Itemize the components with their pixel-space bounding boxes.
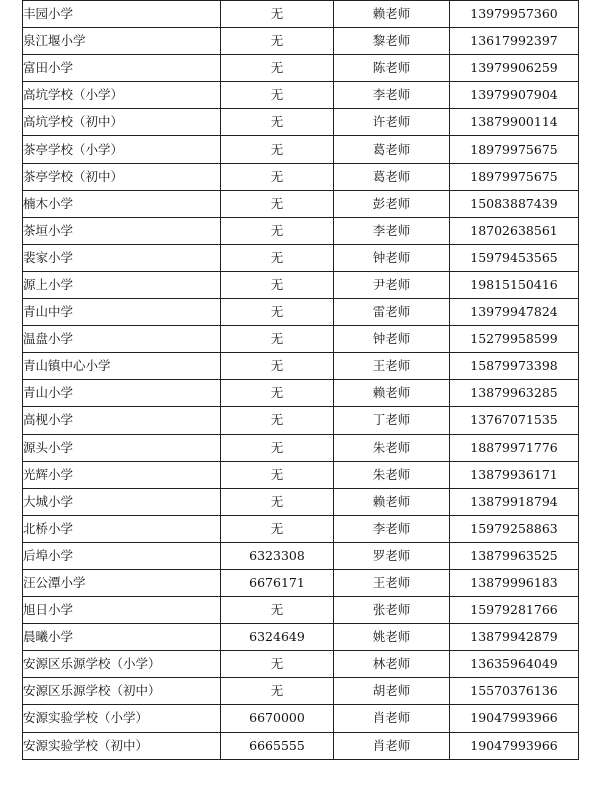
mobile-number-cell: 13879963525 xyxy=(450,542,579,569)
mobile-number-cell: 13879936171 xyxy=(450,461,579,488)
office-phone-cell: 无 xyxy=(221,55,334,82)
office-phone-cell: 无 xyxy=(221,1,334,28)
table-row xyxy=(23,163,579,190)
office-phone-cell: 6670000 xyxy=(221,705,334,732)
contact-teacher-cell: 李老师 xyxy=(334,82,450,109)
table-row xyxy=(23,217,579,244)
office-phone-cell: 无 xyxy=(221,326,334,353)
table-row xyxy=(23,82,579,109)
contact-teacher-cell: 罗老师 xyxy=(334,542,450,569)
school-name-cell: 青山镇中心小学 xyxy=(23,353,221,380)
table-row xyxy=(23,1,579,28)
mobile-number-cell: 13767071535 xyxy=(450,407,579,434)
school-name-cell: 源上小学 xyxy=(23,271,221,298)
mobile-number-cell: 15879973398 xyxy=(450,353,579,380)
school-name-cell: 安源区乐源学校（小学） xyxy=(23,651,221,678)
mobile-number-cell: 15979281766 xyxy=(450,597,579,624)
school-name-cell: 茶亭学校（小学） xyxy=(23,136,221,163)
mobile-number-cell: 15979453565 xyxy=(450,244,579,271)
mobile-number-cell: 19047993966 xyxy=(450,705,579,732)
mobile-number-cell: 13979957360 xyxy=(450,1,579,28)
office-phone-cell: 无 xyxy=(221,28,334,55)
contact-teacher-cell: 丁老师 xyxy=(334,407,450,434)
mobile-number-cell: 13879942879 xyxy=(450,624,579,651)
table-row xyxy=(23,109,579,136)
mobile-number-cell: 13879918794 xyxy=(450,488,579,515)
mobile-number-cell: 13635964049 xyxy=(450,651,579,678)
table-row xyxy=(23,407,579,434)
table-row xyxy=(23,271,579,298)
school-name-cell: 后埠小学 xyxy=(23,542,221,569)
school-name-cell: 茶亭学校（初中） xyxy=(23,163,221,190)
table-row xyxy=(23,326,579,353)
contact-teacher-cell: 陈老师 xyxy=(334,55,450,82)
contact-teacher-cell: 葛老师 xyxy=(334,163,450,190)
office-phone-cell: 无 xyxy=(221,461,334,488)
school-name-cell: 楠木小学 xyxy=(23,190,221,217)
office-phone-cell: 无 xyxy=(221,434,334,461)
school-name-cell: 汪公潭小学 xyxy=(23,569,221,596)
school-name-cell: 安源实验学校（初中） xyxy=(23,732,221,759)
contact-teacher-cell: 彭老师 xyxy=(334,190,450,217)
contact-teacher-cell: 朱老师 xyxy=(334,434,450,461)
contact-teacher-cell: 葛老师 xyxy=(334,136,450,163)
table-row xyxy=(23,488,579,515)
table-row xyxy=(23,136,579,163)
school-name-cell: 安源区乐源学校（初中） xyxy=(23,678,221,705)
table-row xyxy=(23,353,579,380)
table-row xyxy=(23,515,579,542)
office-phone-cell: 无 xyxy=(221,190,334,217)
school-name-cell: 源头小学 xyxy=(23,434,221,461)
contact-teacher-cell: 尹老师 xyxy=(334,271,450,298)
mobile-number-cell: 13879996183 xyxy=(450,569,579,596)
school-name-cell: 泉江堰小学 xyxy=(23,28,221,55)
office-phone-cell: 无 xyxy=(221,678,334,705)
table-row xyxy=(23,28,579,55)
mobile-number-cell: 13879963285 xyxy=(450,380,579,407)
school-name-cell: 青山中学 xyxy=(23,299,221,326)
mobile-number-cell: 13979906259 xyxy=(450,55,579,82)
school-name-cell: 高枧小学 xyxy=(23,407,221,434)
contact-teacher-cell: 胡老师 xyxy=(334,678,450,705)
mobile-number-cell: 19815150416 xyxy=(450,271,579,298)
mobile-number-cell: 13879900114 xyxy=(450,109,579,136)
mobile-number-cell: 18979975675 xyxy=(450,136,579,163)
table-row xyxy=(23,569,579,596)
school-name-cell: 光辉小学 xyxy=(23,461,221,488)
contact-teacher-cell: 赖老师 xyxy=(334,1,450,28)
table-row xyxy=(23,380,579,407)
table-row xyxy=(23,55,579,82)
table-row xyxy=(23,190,579,217)
mobile-number-cell: 15279958599 xyxy=(450,326,579,353)
mobile-number-cell: 15570376136 xyxy=(450,678,579,705)
contact-teacher-cell: 钟老师 xyxy=(334,326,450,353)
contact-teacher-cell: 李老师 xyxy=(334,515,450,542)
mobile-number-cell: 13979907904 xyxy=(450,82,579,109)
table-row xyxy=(23,434,579,461)
office-phone-cell: 6324649 xyxy=(221,624,334,651)
office-phone-cell: 6323308 xyxy=(221,542,334,569)
school-name-cell: 高坑学校（小学） xyxy=(23,82,221,109)
office-phone-cell: 无 xyxy=(221,380,334,407)
school-name-cell: 北桥小学 xyxy=(23,515,221,542)
mobile-number-cell: 19047993966 xyxy=(450,732,579,759)
office-phone-cell: 6665555 xyxy=(221,732,334,759)
office-phone-cell: 无 xyxy=(221,244,334,271)
contact-teacher-cell: 王老师 xyxy=(334,569,450,596)
contact-teacher-cell: 李老师 xyxy=(334,217,450,244)
school-name-cell: 裴家小学 xyxy=(23,244,221,271)
office-phone-cell: 无 xyxy=(221,271,334,298)
contact-teacher-cell: 赖老师 xyxy=(334,380,450,407)
mobile-number-cell: 18879971776 xyxy=(450,434,579,461)
contact-teacher-cell: 许老师 xyxy=(334,109,450,136)
mobile-number-cell: 15083887439 xyxy=(450,190,579,217)
contact-teacher-cell: 姚老师 xyxy=(334,624,450,651)
contact-teacher-cell: 雷老师 xyxy=(334,299,450,326)
contact-teacher-cell: 王老师 xyxy=(334,353,450,380)
contact-teacher-cell: 赖老师 xyxy=(334,488,450,515)
school-name-cell: 晨曦小学 xyxy=(23,624,221,651)
office-phone-cell: 无 xyxy=(221,82,334,109)
school-name-cell: 富田小学 xyxy=(23,55,221,82)
contact-teacher-cell: 黎老师 xyxy=(334,28,450,55)
school-name-cell: 旭日小学 xyxy=(23,597,221,624)
school-contact-table xyxy=(22,0,579,760)
table-row xyxy=(23,705,579,732)
contact-teacher-cell: 林老师 xyxy=(334,651,450,678)
office-phone-cell: 无 xyxy=(221,299,334,326)
mobile-number-cell: 13617992397 xyxy=(450,28,579,55)
contact-teacher-cell: 钟老师 xyxy=(334,244,450,271)
table-row xyxy=(23,651,579,678)
office-phone-cell: 无 xyxy=(221,353,334,380)
school-name-cell: 高坑学校（初中） xyxy=(23,109,221,136)
school-name-cell: 大城小学 xyxy=(23,488,221,515)
table-body xyxy=(23,1,579,760)
school-name-cell: 安源实验学校（小学） xyxy=(23,705,221,732)
office-phone-cell: 无 xyxy=(221,651,334,678)
office-phone-cell: 无 xyxy=(221,515,334,542)
table-row xyxy=(23,542,579,569)
mobile-number-cell: 18702638561 xyxy=(450,217,579,244)
table-row xyxy=(23,244,579,271)
table-row xyxy=(23,678,579,705)
table-row xyxy=(23,732,579,759)
contact-teacher-cell: 朱老师 xyxy=(334,461,450,488)
office-phone-cell: 6676171 xyxy=(221,569,334,596)
contact-teacher-cell: 肖老师 xyxy=(334,732,450,759)
office-phone-cell: 无 xyxy=(221,163,334,190)
table-row xyxy=(23,461,579,488)
mobile-number-cell: 13979947824 xyxy=(450,299,579,326)
table-row xyxy=(23,624,579,651)
school-name-cell: 丰园小学 xyxy=(23,1,221,28)
table-row xyxy=(23,597,579,624)
office-phone-cell: 无 xyxy=(221,597,334,624)
mobile-number-cell: 18979975675 xyxy=(450,163,579,190)
office-phone-cell: 无 xyxy=(221,109,334,136)
mobile-number-cell: 15979258863 xyxy=(450,515,579,542)
office-phone-cell: 无 xyxy=(221,136,334,163)
table-row xyxy=(23,299,579,326)
office-phone-cell: 无 xyxy=(221,217,334,244)
contact-teacher-cell: 肖老师 xyxy=(334,705,450,732)
school-name-cell: 茶垣小学 xyxy=(23,217,221,244)
office-phone-cell: 无 xyxy=(221,407,334,434)
contact-teacher-cell: 张老师 xyxy=(334,597,450,624)
school-name-cell: 青山小学 xyxy=(23,380,221,407)
office-phone-cell: 无 xyxy=(221,488,334,515)
school-name-cell: 温盘小学 xyxy=(23,326,221,353)
